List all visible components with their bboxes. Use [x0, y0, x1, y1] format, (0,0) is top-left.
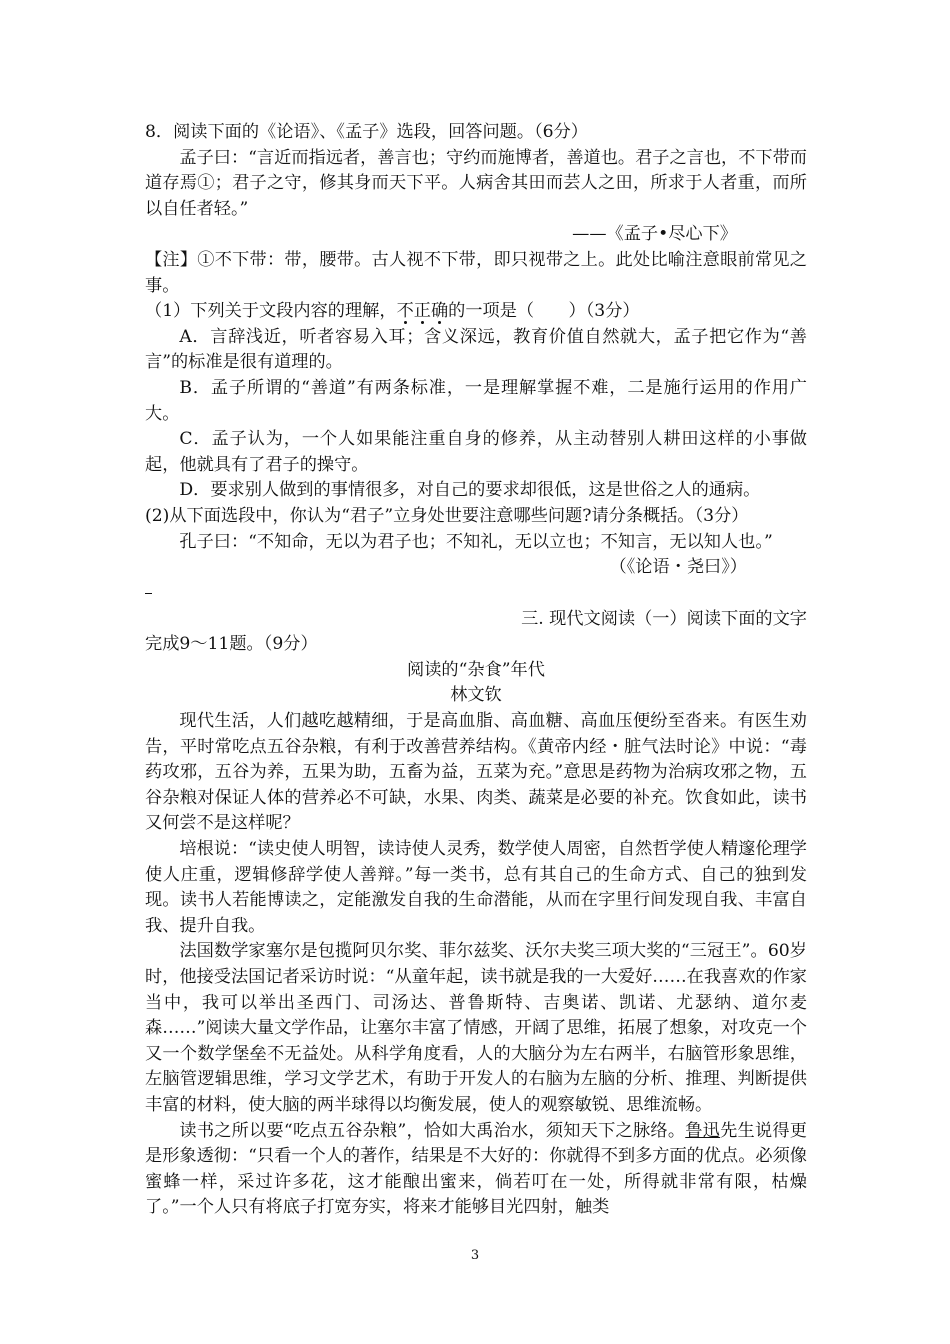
article-paragraph-3: 法国数学家塞尔是包揽阿贝尔奖、菲尔兹奖、沃尔夫奖三项大奖的“三冠王”。60岁时，他接受法国记者采访时说：“从童年起，读书就是我的一大爱好……在我喜欢的作家当中，我可以举出圣西门、司汤达、普鲁斯特、吉奥诺、凯诺、尤瑟纳、道尔麦森……”阅读大量文学作品，让塞尔丰富了情感，开阔了思维，拓展了想象，对攻克一个又一个数学堡垒不无益处。从科学角度看，人的大脑分为左右两半，右脑管形象思维，左脑管逻辑思维，学习文学艺术，有助于开发人的右脑为左脑的分析、推理、判断提供丰富的材料，使大脑的两半球得以均衡发展，使人的观察敏锐、思维流畅。 [145, 941, 807, 1115]
underlined-name: 鲁迅 [685, 1120, 721, 1141]
answer-dash [145, 593, 152, 594]
page-number: 3 [470, 1248, 480, 1263]
mencius-source: ——《孟子•尽心下》 [572, 224, 737, 245]
emphasis-char: 正 [413, 301, 431, 322]
option-a: A．言辞浅近，听者容易入耳；含义深远，教育价值自然就大，孟子把它作为“善言”的标准是很有道理的。 [145, 326, 807, 373]
annotation-note: 【注】①不下带：带，腰带。古人视不下带，即只视带之上。此处比喻注意眼前常见之事。 [145, 249, 807, 296]
article-paragraph-2: 培根说：“读史使人明智，读诗使人灵秀，数学使人周密，自然哲学使人精邃伦理学使人庄重，逻辑修辞学使人善辩。”每一类书，总有其自己的生命方式、自己的独到发现。读书人若能博读之，定能激发自我的生命潜能，从而在字里行间发现自我、丰富自我、提升自我。 [145, 839, 807, 936]
answer-line [145, 581, 807, 607]
article-paragraph-1: 现代生活，人们越吃越精细，于是高血脂、高血糖、高血压便纷至沓来。有医生劝告，平时常吃点五谷杂粮，有利于改善营养结构。《黄帝内经・脏气法时论》中说：“毒药攻邪，五谷为养，五果为助，五畜为益，五菜为充。”意思是药物为治病攻邪之物，五谷杂粮对保证人体的营养必不可缺，水果、肉类、蔬菜是必要的补充。饮食如此，读书又何尝不是这样呢？ [145, 711, 807, 834]
question-8-heading: 8．阅读下面的《论语》、《孟子》选段，回答问题。（6分） [145, 122, 588, 142]
option-c: C．孟子认为，一个人如果能注重自身的修养，从主动替别人耕田这样的小事做起，他就具有了君子的操守。 [145, 429, 807, 475]
option-b: B．孟子所谓的“善道”有两条标准，一是理解掌握不难，二是施行运用的作用广大。 [145, 377, 807, 424]
page-content [145, 120, 807, 1221]
subquestion-1: （1）下列关于文段内容的理解，不正确的一项是（ ）（3分） [145, 301, 640, 322]
article-paragraph-4: 读书之所以要“吃点五谷杂粮”，恰如大禹治水，须知天下之脉络。鲁迅先生说得更是形象透彻：“只看一个人的著作，结果是不大好的：你就得不到多方面的优点。必须像蜜蜂一样，采过许多花，这才能酿出蜜来，倘若叮在一处，所得就非常有限，枯燥了。”一个人只有将底子打宽夯实，将来才能够目光四射，触类 [145, 1120, 807, 1218]
article-title: 阅读的“杂食”年代 [407, 659, 545, 680]
emphasis-char: 不 [396, 301, 414, 322]
analects-quote: 孔子曰：“不知命，无以为君子也；不知礼，无以立也；不知言，无以知人也。” [179, 531, 773, 552]
subquestion-2: (2)从下面选段中，你认为“君子”立身处世要注意哪些问题?请分条概括。（3分） [145, 505, 749, 526]
option-d: D．要求别人做到的事情很多，对自己的要求却很低，这是世俗之人的通病。 [179, 480, 761, 501]
section-3-heading-continued: 完成9～11题。（9分） [145, 634, 318, 655]
mencius-passage: 孟子曰：“言近而指远者，善言也；守约而施博者，善道也。君子之言也，不下带而道存焉①；君子之守，修其身而天下平。人病舍其田而芸人之田，所求于人者重，而所以自任者轻。” [145, 147, 807, 219]
article-author: 林文钦 [450, 685, 502, 706]
analects-source: （《论语・尧曰》） [609, 557, 747, 578]
emphasis-char: 确 [430, 301, 449, 322]
section-3-heading: 三. 现代文阅读（一）阅读下面的文字 [521, 608, 807, 629]
